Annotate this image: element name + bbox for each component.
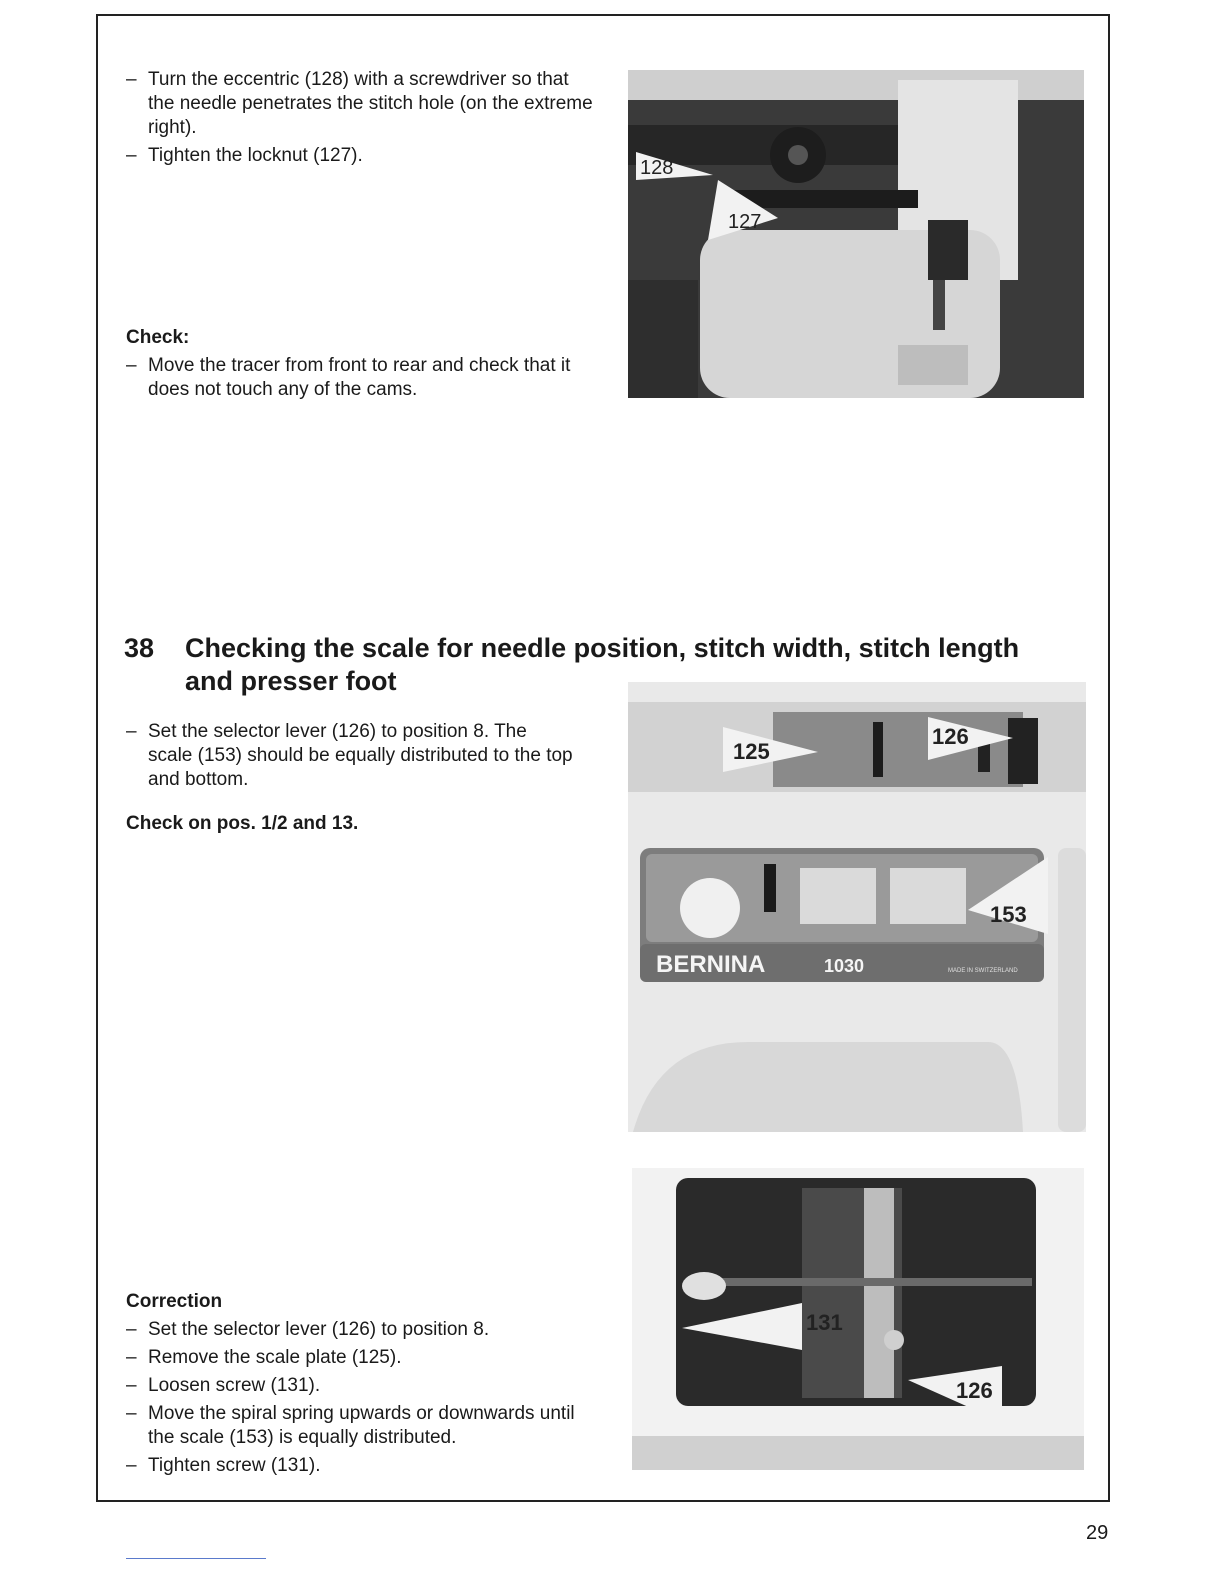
callout-127: 127 [728,211,762,233]
correction-step-4: – Move the spiral spring upwards or downwards until the scale (153) is equally distributed. [126,1402,586,1450]
correction-step-2: – Remove the scale plate (125). [126,1346,586,1370]
step-set-selector: – Set the selector lever (126) to position 8. The scale (153) should be equally distributed to the top and bottom. [126,720,576,792]
panel-model: 1030 [824,956,865,976]
callout-131: 131 [806,1310,843,1335]
spiral-spring-photo [632,1168,1084,1470]
panel-brand: BERNINA [656,951,766,978]
callout-153: 153 [990,902,1027,927]
step-turn-eccentric: – Turn the eccentric (128) with a screwdriver so that the needle penetrates the stitch hole (on the extreme right). [126,68,596,140]
check-label: Check: [126,327,190,348]
section38-steps [126,720,576,840]
section-number: 38 [124,633,155,663]
correction-label: Correction [126,1291,223,1312]
mechanism-photo [628,70,1084,398]
page-number: 29 [1086,1522,1109,1544]
callout-125: 125 [733,739,770,764]
correction-step-3: – Loosen screw (131). [126,1374,586,1398]
correction-step-1: – Set the selector lever (126) to position 8. [126,1318,586,1342]
correction-step-5: – Tighten screw (131). [126,1454,586,1478]
callout-128: 128 [640,157,674,179]
callout-126-lower: 126 [956,1378,993,1403]
top-steps [126,68,596,168]
step-tighten-locknut: – Tighten the locknut (127). [126,144,596,168]
section-title-line2: and presser foot [185,666,397,696]
panel-made-in: MADE IN SWITZERLAND [948,968,1018,974]
check-on-label: Check on pos. 1/2 and 13. [126,813,359,834]
check-block [126,326,596,402]
callout-126: 126 [932,724,969,749]
footer-link-line [126,1558,266,1559]
control-panel-photo [628,682,1086,1132]
section-title-line1: Checking the scale for needle position, stitch width, stitch length [185,633,1020,663]
correction-block [126,1290,586,1478]
check-step-tracer: – Move the tracer from front to rear and check that it does not touch any of the cams. [126,354,596,402]
